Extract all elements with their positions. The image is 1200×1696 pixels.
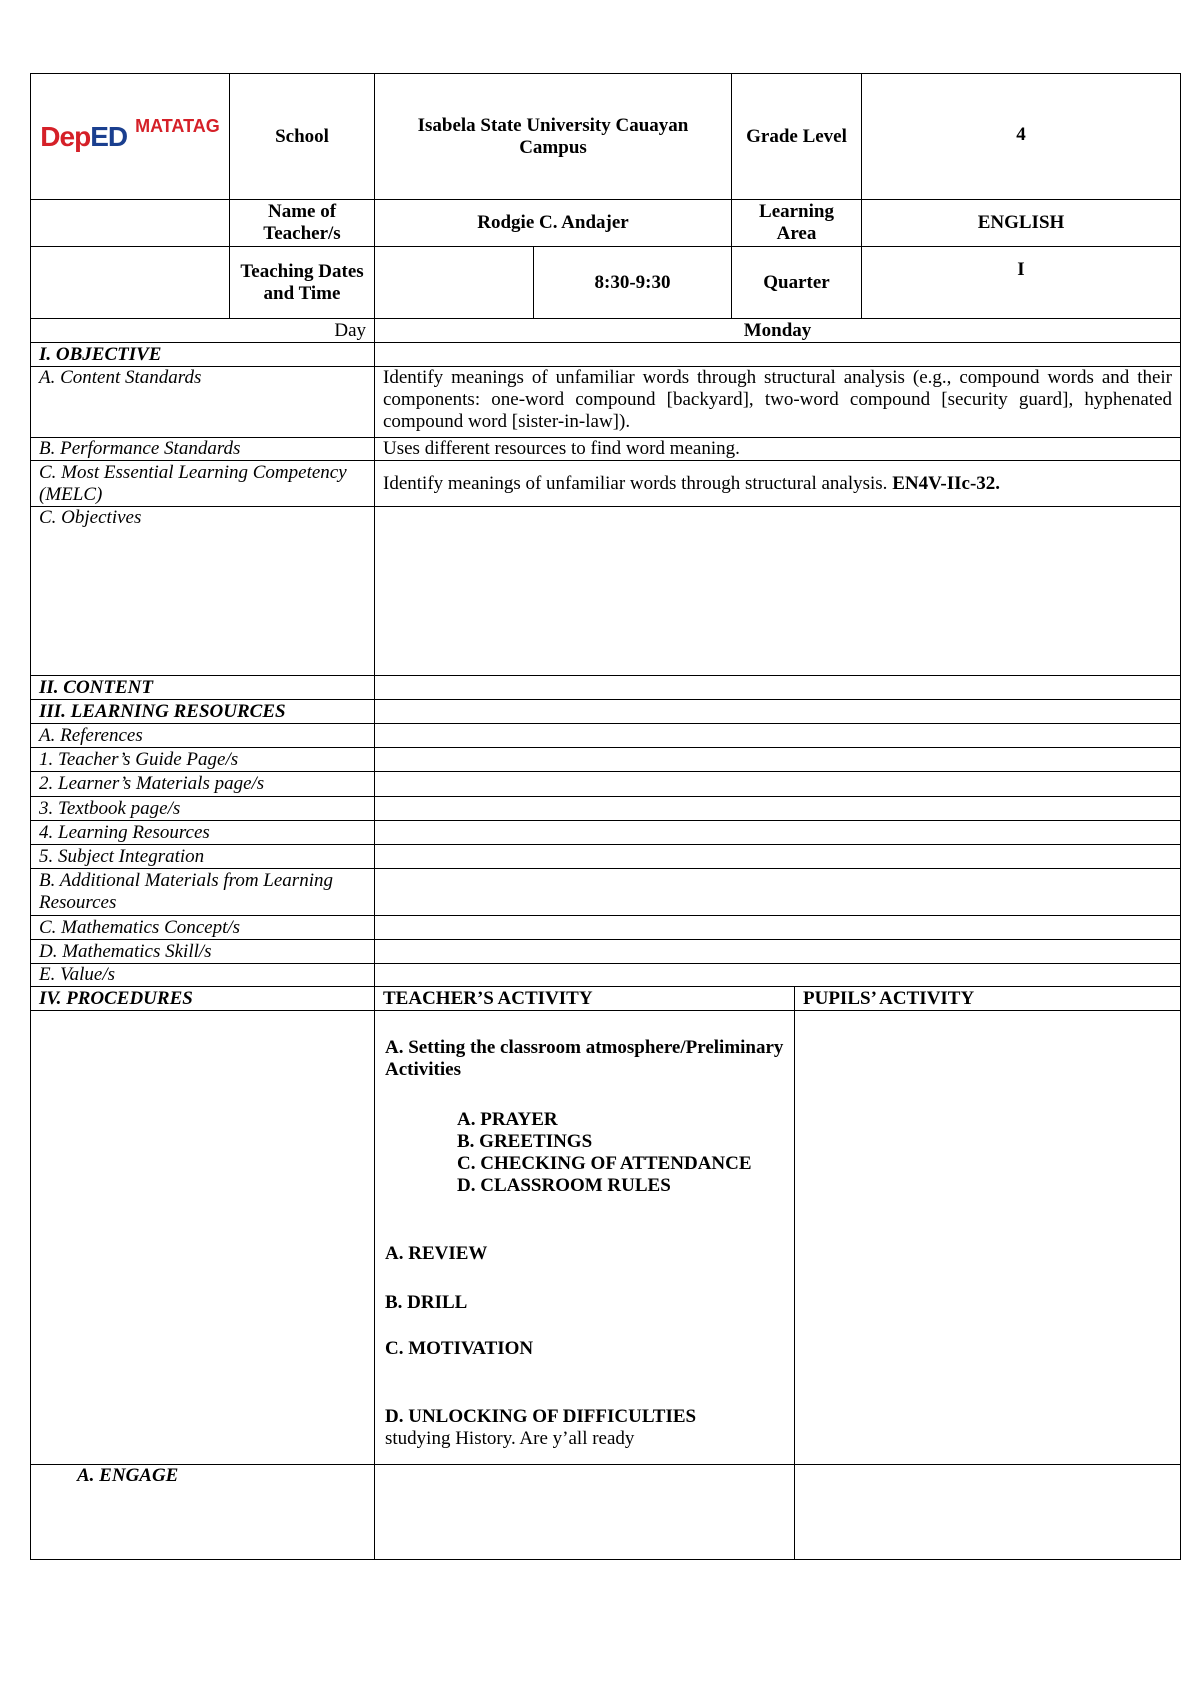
teaching-time-value: 8:30-9:30 <box>534 247 732 319</box>
performance-standards-value: Uses different resources to find word meaning. <box>375 438 1181 461</box>
subject-integration-label: 5. Subject Integration <box>31 845 375 869</box>
teacher-activity-heading: TEACHER’S ACTIVITY <box>375 987 795 1011</box>
learners-materials-label: 2. Learner’s Materials page/s <box>31 772 375 797</box>
objectives-value <box>375 507 1181 676</box>
teachers-guide-label: 1. Teacher’s Guide Page/s <box>31 748 375 772</box>
review-heading: A. REVIEW <box>385 1243 488 1264</box>
content-standards-value: Identify meanings of unfamiliar words through structural analysis (e.g., compound words and their components: one-word compound [backyard], two-word compound [security guard], hyphenated compound word [sister-in-law]). <box>375 367 1181 438</box>
school-label: School <box>230 74 375 200</box>
procedures-heading: IV. PROCEDURES <box>31 987 375 1011</box>
references-label: A. References <box>31 724 375 748</box>
content-heading: II. CONTENT <box>31 676 375 700</box>
header-table <box>30 73 1181 319</box>
melc-code: EN4V-IIc-32. <box>892 472 1001 494</box>
quarter-label: Quarter <box>732 247 862 319</box>
teaching-dates-label: Teaching Dates and Time <box>230 247 375 319</box>
unlocking-heading: D. UNLOCKING OF DIFFICULTIES <box>385 1406 697 1427</box>
logo-cell <box>31 74 230 200</box>
melc-value: Identify meanings of unfamiliar words through structural analysis. <box>383 472 893 494</box>
day-value: Monday <box>375 319 1181 343</box>
learning-resources-heading: III. LEARNING RESOURCES <box>31 700 375 724</box>
school-value: Isabela State University Cauayan Campus <box>375 74 732 200</box>
textbook-label: 3. Textbook page/s <box>31 797 375 821</box>
value-label: E. Value/s <box>31 964 375 987</box>
additional-materials-label: B. Additional Materials from Learning Resources <box>31 869 375 916</box>
lesson-plan-table <box>30 318 1181 1560</box>
setting-classroom-title: A. Setting the classroom atmosphere/Preliminary Activities <box>385 1037 784 1080</box>
grade-level-value: 4 <box>862 74 1181 200</box>
drill-heading: B. DRILL <box>385 1292 468 1313</box>
math-concept-label: C. Mathematics Concept/s <box>31 916 375 940</box>
math-skill-label: D. Mathematics Skill/s <box>31 940 375 964</box>
deped-matatag-logo <box>41 115 219 159</box>
melc-cell <box>375 461 1181 507</box>
motivation-heading: C. MOTIVATION <box>385 1338 534 1359</box>
pupils-activity-cell <box>795 1011 1181 1465</box>
learning-resources-label: 4. Learning Resources <box>31 821 375 845</box>
quarter-value: I <box>862 247 1181 319</box>
teacher-activity-cell <box>375 1011 795 1465</box>
learning-area-label: Learning Area <box>732 200 862 247</box>
prelim-item: A. PRAYER <box>457 1109 558 1130</box>
prelim-item: D. CLASSROOM RULES <box>457 1175 671 1196</box>
unlocking-note: studying History. Are y’all ready <box>385 1428 635 1449</box>
day-label: Day <box>31 319 375 343</box>
learning-area-value: ENGLISH <box>862 200 1181 247</box>
matatag-logo: MATATAG <box>135 115 220 136</box>
engage-label: A. ENGAGE <box>31 1465 375 1560</box>
melc-label: C. Most Essential Learning Competency (MELC) <box>31 461 375 507</box>
performance-standards-label: B. Performance Standards <box>31 438 375 461</box>
teacher-label: Name of Teacher/s <box>230 200 375 247</box>
teaching-dates-value <box>375 247 534 319</box>
objectives-label: C. Objectives <box>31 507 375 676</box>
objective-heading: I. OBJECTIVE <box>31 343 375 367</box>
teacher-value: Rodgie C. Andajer <box>375 200 732 247</box>
content-standards-label: A. Content Standards <box>31 367 375 438</box>
pupils-activity-heading: PUPILS’ ACTIVITY <box>795 987 1181 1011</box>
grade-level-label: Grade Level <box>732 74 862 200</box>
prelim-item: C. CHECKING OF ATTENDANCE <box>457 1153 752 1174</box>
deped-logo: DepED <box>40 120 128 152</box>
prelim-item: B. GREETINGS <box>457 1131 593 1152</box>
